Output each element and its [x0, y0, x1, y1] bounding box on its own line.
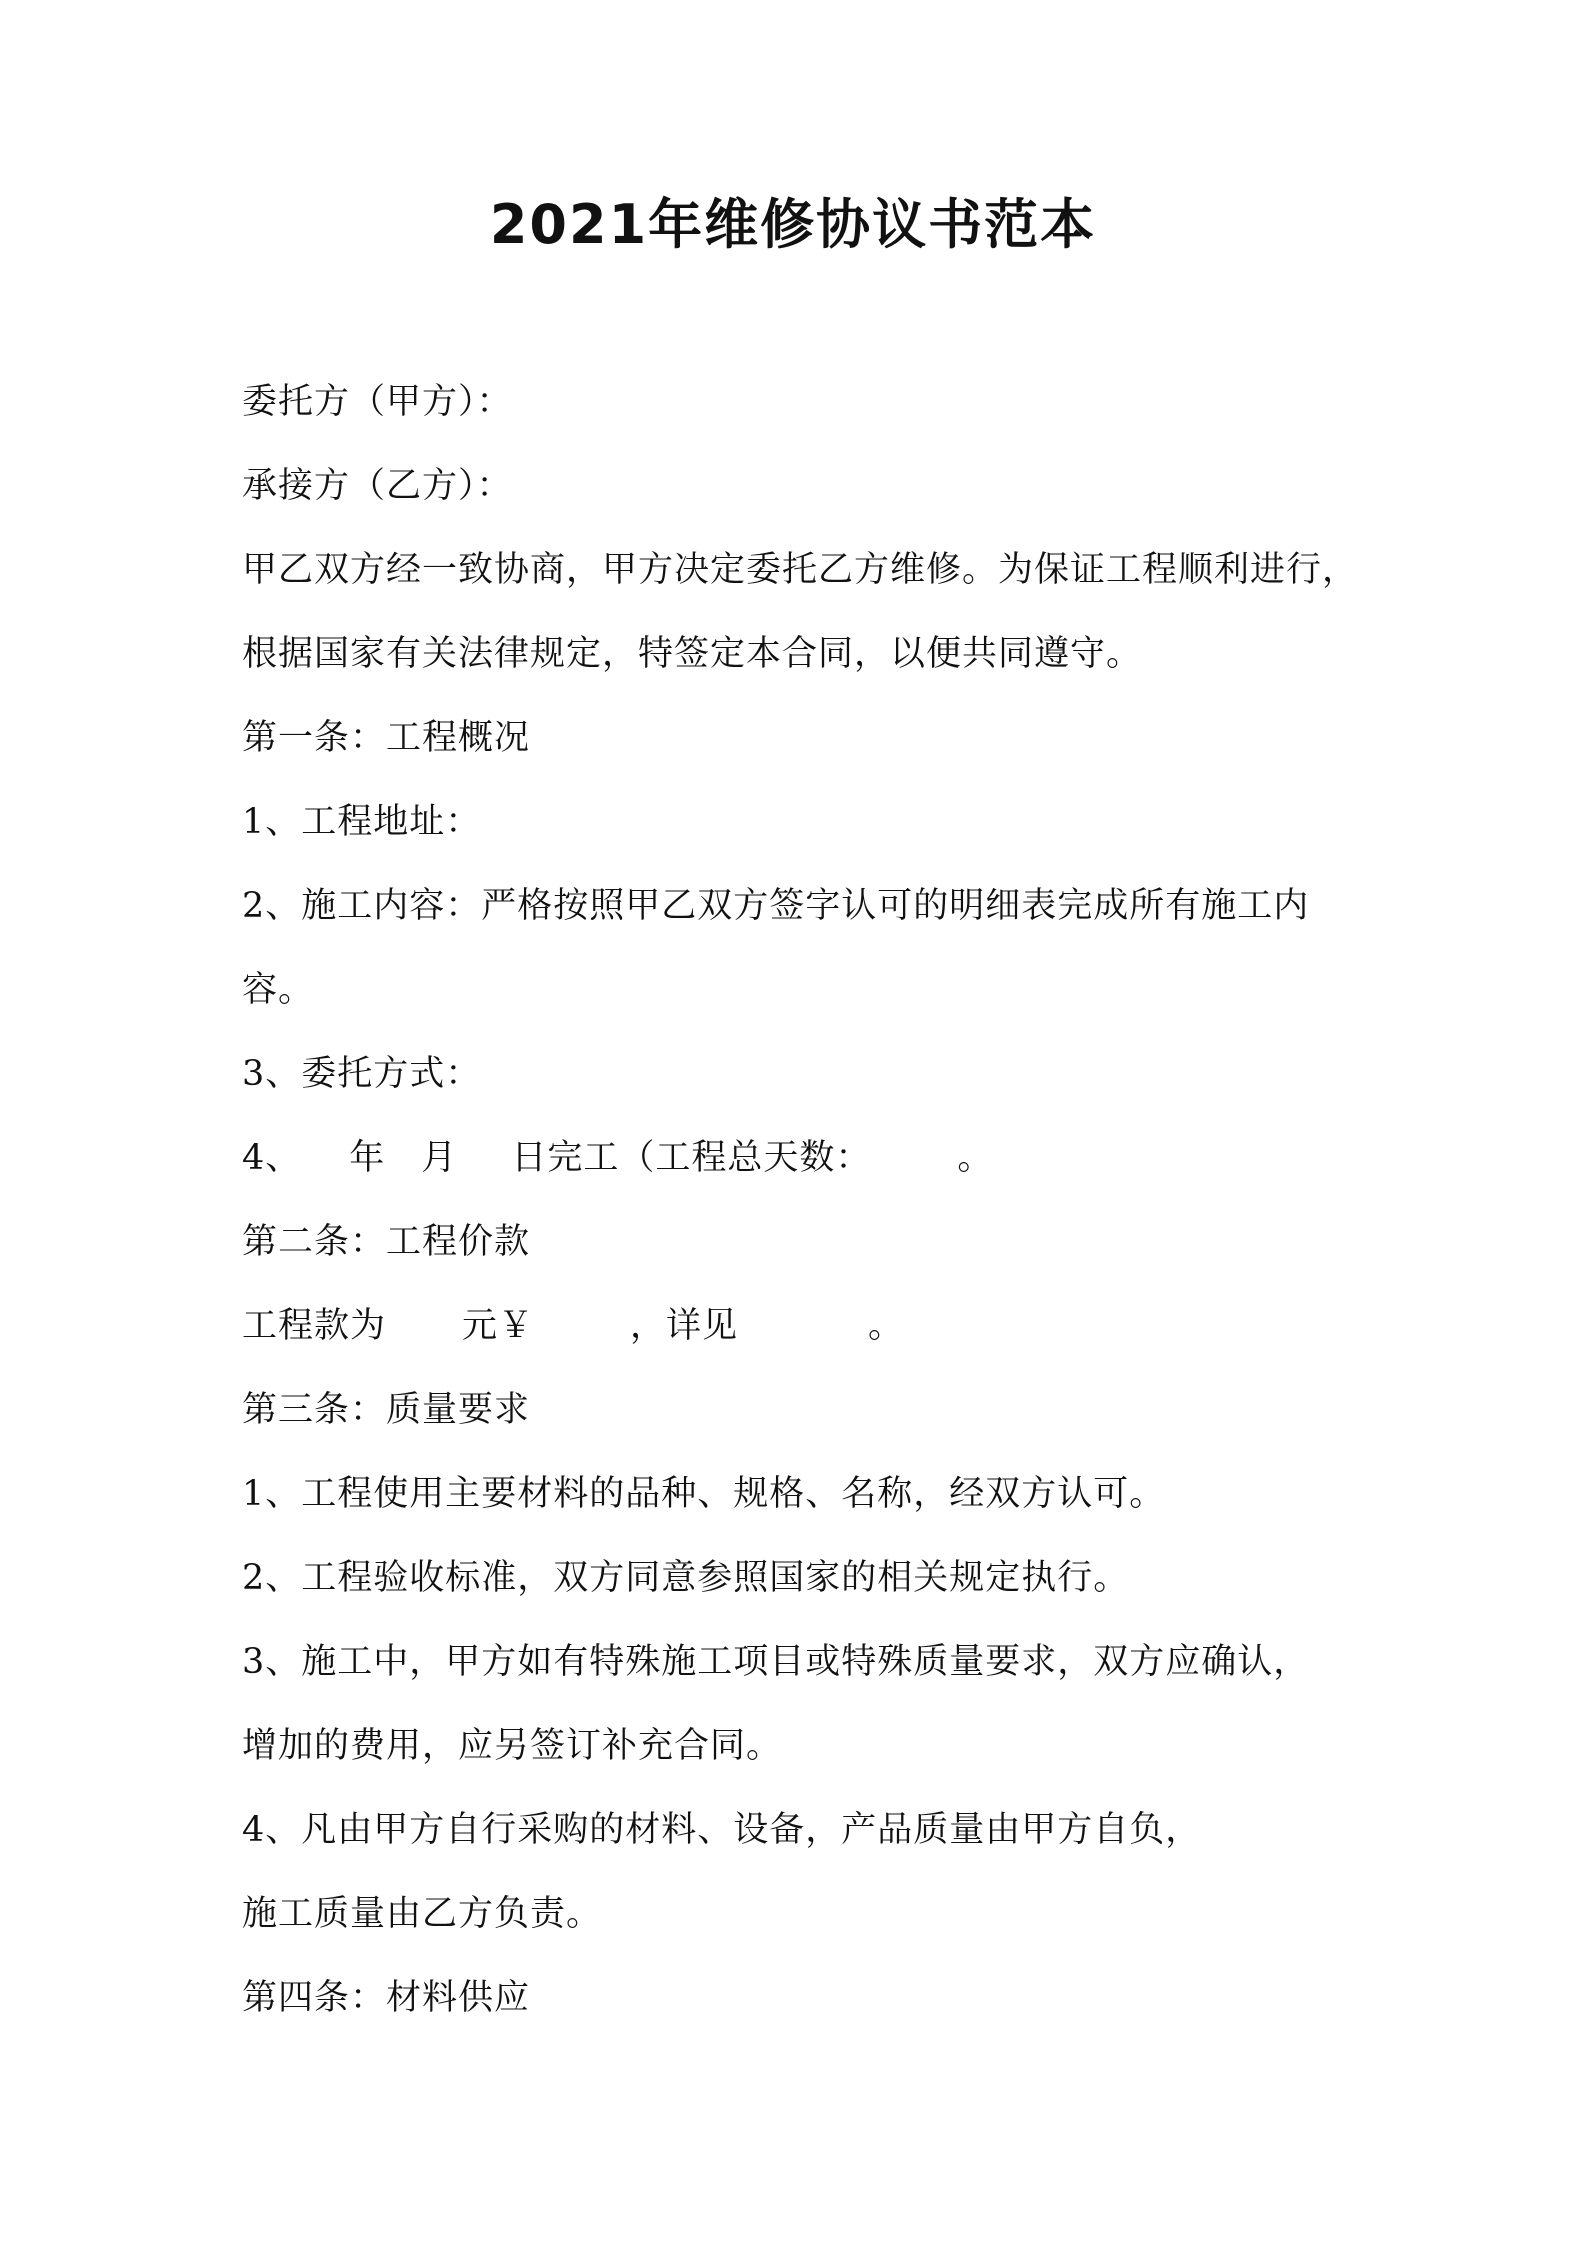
article-3-item-3-line-2: 增加的费用，应另签订补充合同。 [242, 1726, 783, 1766]
price-end: 。 [868, 1306, 905, 1346]
article-3-item-4-line-2: 施工质量由乙方负责。 [242, 1894, 603, 1934]
article-2-heading: 第二条：工程价款 [242, 1222, 531, 1262]
article-1-item-4 [242, 1134, 993, 1182]
article-1-item-1: 1、工程地址： [242, 802, 482, 842]
article-1-heading: 第一条：工程概况 [242, 718, 531, 758]
price-detail: ，详见 [630, 1306, 739, 1346]
item-4-end: 。 [957, 1138, 994, 1178]
article-3-item-4-line-1: 4、凡由甲方自行采购的材料、设备，产品质量由甲方自负， [242, 1810, 1202, 1850]
price-prefix: 工程款为 [242, 1306, 387, 1346]
item-4-day-text: 日完工（工程总天数： [511, 1138, 872, 1178]
article-1-item-2-line-2: 容。 [242, 970, 315, 1010]
party-b-label: 承接方（乙方）： [242, 466, 513, 506]
item-4-number: 4、 [242, 1138, 302, 1178]
party-a-label: 委托方（甲方）： [242, 382, 513, 422]
document-title: 2021年维修协议书范本 [489, 193, 1097, 256]
item-4-year: 年 [349, 1138, 386, 1178]
article-3-item-3-line-1: 3、施工中，甲方如有特殊施工项目或特殊质量要求，双方应确认， [242, 1642, 1310, 1682]
article-1-item-3: 3、委托方式： [242, 1054, 482, 1094]
price-unit: 元￥ [462, 1306, 535, 1346]
article-3-item-2: 2、工程验收标准，双方同意参照国家的相关规定执行。 [242, 1558, 1130, 1598]
intro-line-1: 甲乙双方经一致协商，甲方决定委托乙方维修。为保证工程顺利进行， [242, 550, 1359, 590]
article-4-heading: 第四条：材料供应 [242, 1978, 531, 2018]
article-2-price-line [242, 1302, 904, 1350]
article-1-item-2-line-1: 2、施工内容：严格按照甲乙双方签字认可的明细表完成所有施工内 [242, 886, 1310, 926]
article-3-item-1: 1、工程使用主要材料的品种、规格、名称，经双方认可。 [242, 1474, 1166, 1514]
item-4-month: 月 [421, 1138, 458, 1178]
article-3-heading: 第三条：质量要求 [242, 1390, 531, 1430]
intro-line-2: 根据国家有关法律规定，特签定本合同，以便共同遵守。 [242, 634, 1143, 674]
